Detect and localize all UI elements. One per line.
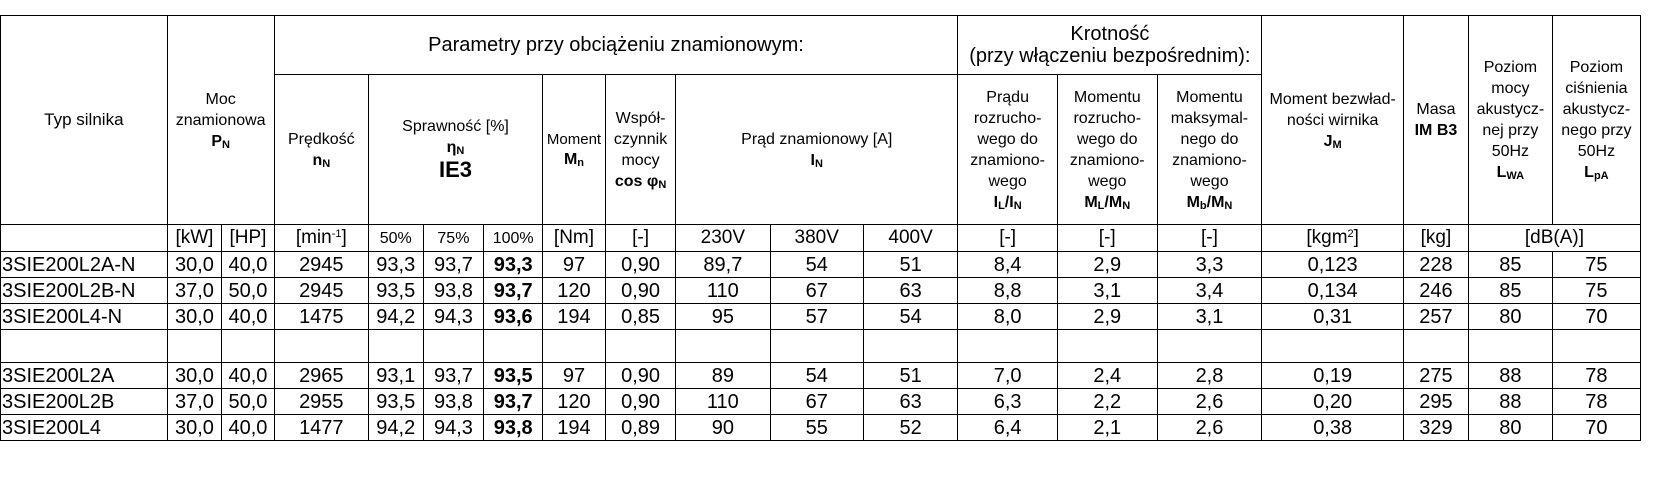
table-cell: 0,20 bbox=[1262, 389, 1404, 415]
table-cell: 51 bbox=[863, 363, 957, 389]
table-cell: 30,0 bbox=[167, 252, 222, 278]
table-cell: 246 bbox=[1403, 278, 1468, 304]
table-cell: 0,90 bbox=[605, 252, 675, 278]
table-cell: 30,0 bbox=[167, 363, 222, 389]
table-cell: 67 bbox=[770, 278, 863, 304]
unit-380v: 380V bbox=[770, 225, 863, 252]
table-cell: 228 bbox=[1403, 252, 1468, 278]
header-bezwladnosc: Moment bezwład-ności wirnika $J_M$ bbox=[1262, 16, 1404, 225]
table-cell: 70 bbox=[1552, 415, 1640, 441]
table-cell: 94,3 bbox=[423, 415, 484, 441]
table-cell: 120 bbox=[543, 389, 606, 415]
motor-type-cell: 3SIE200L2A-N bbox=[1, 252, 168, 278]
table-cell: 93,8 bbox=[423, 389, 484, 415]
header-momentu-rozruchowego: Momentu rozrucho-wego do znamiono-wego $M_L/M_N$ bbox=[1057, 75, 1157, 225]
table-cell: 3,4 bbox=[1157, 278, 1262, 304]
motor-type-cell: 3SIE200L4-N bbox=[1, 304, 168, 330]
table-cell: 97 bbox=[543, 252, 606, 278]
unit-min: $[\min^{-1}]$ bbox=[274, 225, 368, 252]
table-cell: 0,19 bbox=[1262, 363, 1404, 389]
table-cell: 40,0 bbox=[222, 415, 274, 441]
header-sprawnosc: Sprawność [%] $\eta_N$ IE3 bbox=[369, 75, 543, 225]
table-row bbox=[1, 389, 1641, 415]
table-cell: 8,0 bbox=[958, 304, 1058, 330]
table-cell: 0,85 bbox=[605, 304, 675, 330]
table-cell: 93,6 bbox=[484, 304, 543, 330]
table-cell: 257 bbox=[1403, 304, 1468, 330]
table-cell: 70 bbox=[1552, 304, 1640, 330]
header-moc-akustyczna: Poziom mocy akustycz-nej przy 50Hz $L_{WA}$ bbox=[1468, 16, 1552, 225]
table-cell: 0,90 bbox=[605, 278, 675, 304]
unit-kw: [kW] bbox=[167, 225, 222, 252]
table-cell: 0,38 bbox=[1262, 415, 1404, 441]
table-cell: 89,7 bbox=[676, 252, 770, 278]
header-pradu-rozruchowego: Prądu rozrucho-wego do znamiono-wego $I_L/I_N$ bbox=[958, 75, 1058, 225]
table-cell: 295 bbox=[1403, 389, 1468, 415]
table-cell: 63 bbox=[863, 278, 957, 304]
units-empty bbox=[1, 225, 168, 252]
table-cell: 94,2 bbox=[369, 304, 424, 330]
table-cell: 85 bbox=[1468, 278, 1552, 304]
unit-nm: [Nm] bbox=[543, 225, 606, 252]
table-cell: 93,5 bbox=[369, 389, 424, 415]
table-cell: 93,1 bbox=[369, 363, 424, 389]
table-cell: 93,5 bbox=[484, 363, 543, 389]
table-cell: 54 bbox=[863, 304, 957, 330]
table-cell: 2945 bbox=[274, 252, 368, 278]
unit-230v: 230V bbox=[676, 225, 770, 252]
unit-hp: [HP] bbox=[222, 225, 274, 252]
table-cell: 93,8 bbox=[423, 278, 484, 304]
table-cell: 3,1 bbox=[1057, 278, 1157, 304]
table-cell: 2,9 bbox=[1057, 304, 1157, 330]
motor-type-cell: 3SIE200L2A bbox=[1, 363, 168, 389]
unit-50: 50% bbox=[369, 225, 424, 252]
table-cell: 6,4 bbox=[958, 415, 1058, 441]
table-cell: 0,31 bbox=[1262, 304, 1404, 330]
table-cell: 37,0 bbox=[167, 389, 222, 415]
unit-100: 100% bbox=[484, 225, 543, 252]
table-cell: 3,1 bbox=[1157, 304, 1262, 330]
table-cell: 0,89 bbox=[605, 415, 675, 441]
header-momentu-maksymalnego: Momentu maksymal-nego do znamiono-wego $M_b/M_N$ bbox=[1157, 75, 1262, 225]
table-cell: 110 bbox=[676, 278, 770, 304]
table-cell: 94,3 bbox=[423, 304, 484, 330]
table-cell: 2,4 bbox=[1057, 363, 1157, 389]
table-row bbox=[1, 415, 1641, 441]
header-wspolczynnik: Współ-czynnik mocy $\cos \varphi_N$ bbox=[605, 75, 675, 225]
table-cell: 93,8 bbox=[484, 415, 543, 441]
unit-dba: [dB(A)] bbox=[1468, 225, 1640, 252]
table-cell: 93,3 bbox=[484, 252, 543, 278]
table-cell: 2,1 bbox=[1057, 415, 1157, 441]
table-cell: 2,6 bbox=[1157, 415, 1262, 441]
table-cell: 93,7 bbox=[484, 278, 543, 304]
header-predkosc: Prędkość $n_N$ bbox=[274, 75, 368, 225]
unit-mb-mn: [-] bbox=[1157, 225, 1262, 252]
table-cell: 85 bbox=[1468, 252, 1552, 278]
table-cell: 54 bbox=[770, 363, 863, 389]
table-cell: 52 bbox=[863, 415, 957, 441]
table-cell: 40,0 bbox=[222, 363, 274, 389]
table-cell: 93,7 bbox=[423, 252, 484, 278]
header-typ: Typ silnika bbox=[1, 16, 168, 225]
unit-kgm2: [kgm$^2$] bbox=[1262, 225, 1404, 252]
table-cell: 6,3 bbox=[958, 389, 1058, 415]
header-moment: Moment $M_n$ bbox=[543, 75, 606, 225]
units-row bbox=[1, 225, 1641, 252]
table-cell: 93,3 bbox=[369, 252, 424, 278]
table-cell: 63 bbox=[863, 389, 957, 415]
motor-type-cell: 3SIE200L2B bbox=[1, 389, 168, 415]
table-cell: 37,0 bbox=[167, 278, 222, 304]
table-cell: 93,5 bbox=[369, 278, 424, 304]
table-cell: 75 bbox=[1552, 252, 1640, 278]
table-row bbox=[1, 363, 1641, 389]
header-prad: Prąd znamionowy [A] $I_N$ bbox=[676, 75, 958, 225]
table-cell: 55 bbox=[770, 415, 863, 441]
data-group-n bbox=[1, 252, 1641, 330]
table-row bbox=[1, 252, 1641, 278]
table-cell: 93,7 bbox=[484, 389, 543, 415]
table-cell: 57 bbox=[770, 304, 863, 330]
table-cell: 8,8 bbox=[958, 278, 1058, 304]
table-cell: 275 bbox=[1403, 363, 1468, 389]
table-cell: 194 bbox=[543, 304, 606, 330]
table-cell: 0,90 bbox=[605, 363, 675, 389]
table-cell: 30,0 bbox=[167, 415, 222, 441]
table-cell: 80 bbox=[1468, 304, 1552, 330]
table-cell: 2,8 bbox=[1157, 363, 1262, 389]
separator-row bbox=[1, 330, 1641, 363]
table-cell: 51 bbox=[863, 252, 957, 278]
table-cell: 88 bbox=[1468, 363, 1552, 389]
table-cell: 75 bbox=[1552, 278, 1640, 304]
table-cell: 80 bbox=[1468, 415, 1552, 441]
table-row bbox=[1, 304, 1641, 330]
table-cell: 67 bbox=[770, 389, 863, 415]
table-cell: 2945 bbox=[274, 278, 368, 304]
header-masa: Masa IM B3 bbox=[1403, 16, 1468, 225]
table-cell: 88 bbox=[1468, 389, 1552, 415]
table-cell: 89 bbox=[676, 363, 770, 389]
table-cell: 78 bbox=[1552, 363, 1640, 389]
table-cell: 50,0 bbox=[222, 278, 274, 304]
table-cell: 50,0 bbox=[222, 389, 274, 415]
unit-75: 75% bbox=[423, 225, 484, 252]
table-cell: 0,90 bbox=[605, 389, 675, 415]
table-cell: 54 bbox=[770, 252, 863, 278]
motor-type-cell: 3SIE200L2B-N bbox=[1, 278, 168, 304]
table-cell: 8,4 bbox=[958, 252, 1058, 278]
table-cell: 94,2 bbox=[369, 415, 424, 441]
table-cell: 3,3 bbox=[1157, 252, 1262, 278]
table-cell: 1477 bbox=[274, 415, 368, 441]
header-moc: Moc znamionowa $P_N$ bbox=[167, 16, 274, 225]
unit-ml-mn: [-] bbox=[1057, 225, 1157, 252]
table-cell: 40,0 bbox=[222, 304, 274, 330]
table-cell: 1475 bbox=[274, 304, 368, 330]
unit-il-in: [-] bbox=[958, 225, 1058, 252]
table-cell: 93,7 bbox=[423, 363, 484, 389]
motor-type-cell: 3SIE200L4 bbox=[1, 415, 168, 441]
table-cell: 40,0 bbox=[222, 252, 274, 278]
table-cell: 2,6 bbox=[1157, 389, 1262, 415]
table-cell: 7,0 bbox=[958, 363, 1058, 389]
table-cell: 90 bbox=[676, 415, 770, 441]
header-row-1 bbox=[1, 16, 1641, 75]
data-group-standard bbox=[1, 363, 1641, 441]
header-cisnienie-akustyczne: Poziom ciśnienia akustycz-nego przy 50Hz $L_{pA}$ bbox=[1552, 16, 1640, 225]
table-cell: 329 bbox=[1403, 415, 1468, 441]
table-cell: 2,2 bbox=[1057, 389, 1157, 415]
table-cell: 78 bbox=[1552, 389, 1640, 415]
unit-400v: 400V bbox=[863, 225, 957, 252]
table-cell: 0,134 bbox=[1262, 278, 1404, 304]
table-row bbox=[1, 278, 1641, 304]
motor-specifications-table bbox=[0, 15, 1641, 475]
table-cell: 95 bbox=[676, 304, 770, 330]
table-cell: 0,123 bbox=[1262, 252, 1404, 278]
table-cell: 194 bbox=[543, 415, 606, 441]
header-parametry: Parametry przy obciążeniu znamionowym: bbox=[274, 16, 958, 75]
table-cell: 2955 bbox=[274, 389, 368, 415]
unit-kg: [kg] bbox=[1403, 225, 1468, 252]
header-krotnosc: Krotność (przy włączeniu bezpośrednim): bbox=[958, 16, 1262, 75]
table-cell: 97 bbox=[543, 363, 606, 389]
table-cell: 30,0 bbox=[167, 304, 222, 330]
unit-cos: [-] bbox=[605, 225, 675, 252]
table-cell: 120 bbox=[543, 278, 606, 304]
table-cell: 110 bbox=[676, 389, 770, 415]
table-cell: 2,9 bbox=[1057, 252, 1157, 278]
table-cell: 2965 bbox=[274, 363, 368, 389]
